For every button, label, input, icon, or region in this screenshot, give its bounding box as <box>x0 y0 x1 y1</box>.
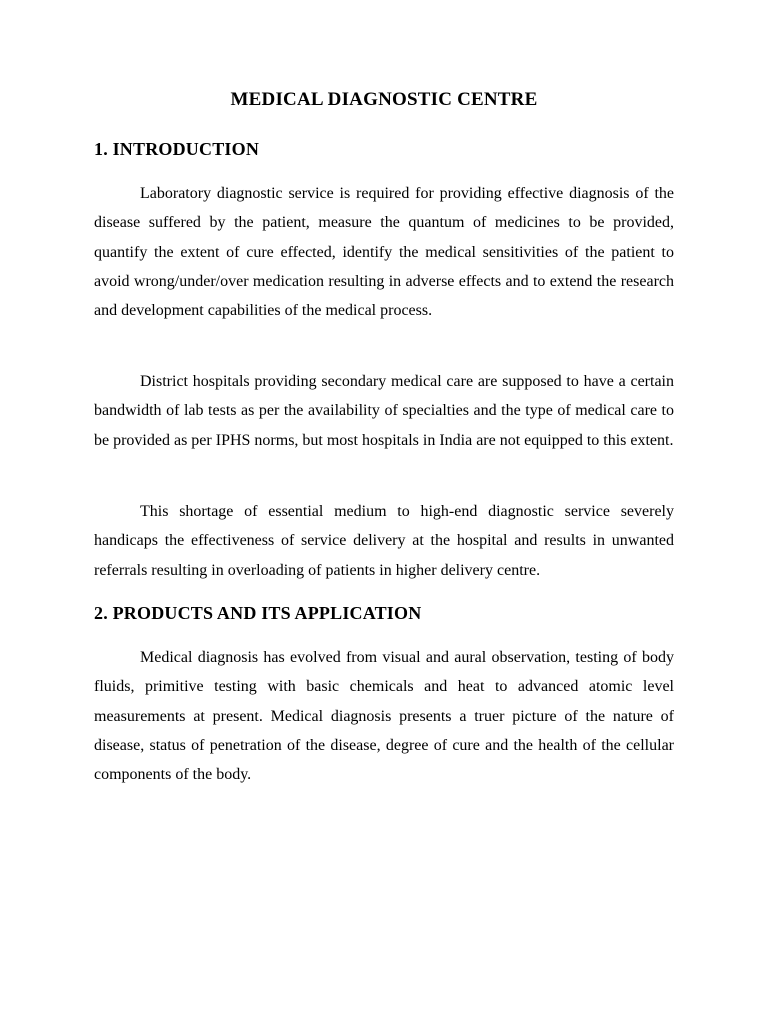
section-heading-products: 2. PRODUCTS AND ITS APPLICATION <box>94 603 422 623</box>
introduction-paragraph-2: District hospitals providing secondary medical care are supposed to have a certain bandwidth of lab tests as per the availability of specialties and the type of medical care to be provided as per IPHS norms, but most hospitals in India are not equipped to this extent. <box>94 373 674 449</box>
section-heading-introduction: 1. INTRODUCTION <box>94 139 260 159</box>
introduction-paragraph-1: Laboratory diagnostic service is required for providing effective diagnosis of the disease suffered by the patient, measure the quantum of medicines to be provided, quantify the extent of cure effected, identify the medical sensitivities of the patient to avoid wrong/under/over medication resulting in adverse effects and to extend the research and development capabilities of the medical process. <box>94 185 674 320</box>
introduction-paragraph-3: This shortage of essential medium to high-end diagnostic service severely handicaps the effectiveness of service delivery at the hospital and results in unwanted referrals resulting in overloading of patients in higher delivery centre. <box>94 503 674 579</box>
products-paragraph-1: Medical diagnosis has evolved from visual and aural observation, testing of body fluids, primitive testing with basic chemicals and heat to advanced atomic level measurements at present. Medical diagnosis presents a truer picture of the nature of disease, status of penetration of the disease, degree of cure and the health of the cellular components of the body. <box>94 649 674 784</box>
document-title: MEDICAL DIAGNOSTIC CENTRE <box>230 89 538 110</box>
